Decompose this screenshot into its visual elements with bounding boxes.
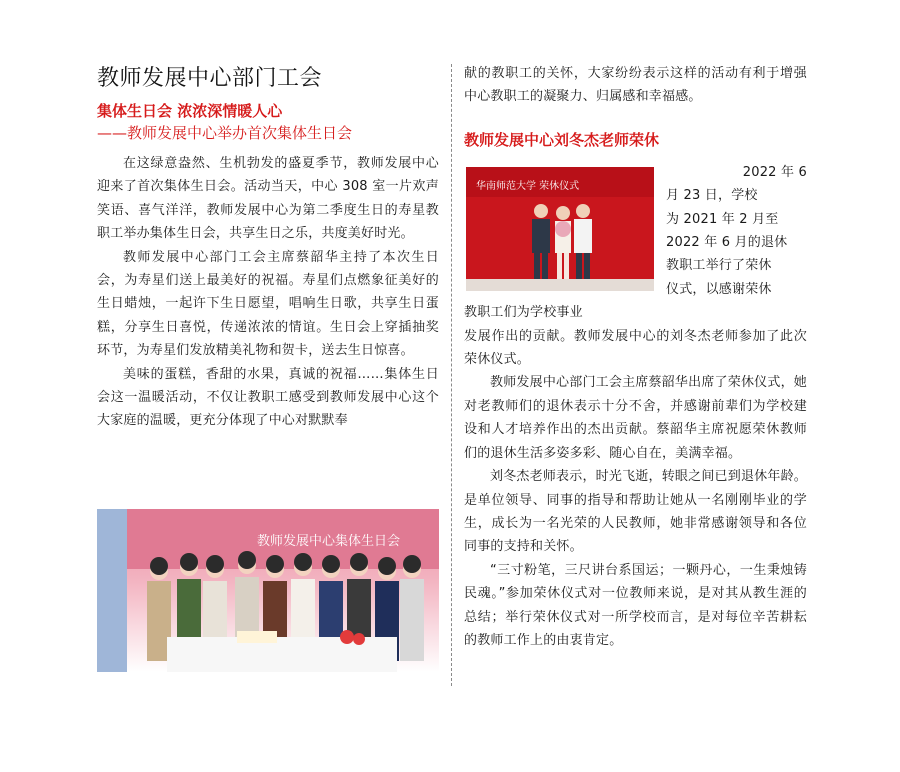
wrap-line: 为 2021 年 2 月至 (666, 211, 779, 227)
wrap-line: 2022 年 6 (742, 164, 807, 180)
birthday-party-photo (97, 509, 439, 672)
retirement-ceremony-illustration (466, 167, 654, 291)
article-headline: 集体生日会 浓浓深情暖人心 (97, 102, 283, 120)
paragraph: 教师发展中心部门工会主席蔡韶华主持了本次生日会，为寿星们送上最美好的祝福。寿星们点燃象征美好的生日蜡烛，一起许下生日愿望，唱响生日歌，共享生日蛋糕，分享生日喜悦，传递浓浓的情谊。生日会上穿插抽奖环节，为寿星们发放精美礼物和贺卡，送去生日惊喜。 (97, 249, 439, 359)
wrap-line: 2022 年 6 月的退休 (666, 235, 788, 251)
article-subhead: ——教师发展中心举办首次集体生日会 (97, 124, 353, 142)
wrap-line: 仪式，以感谢荣休 (666, 281, 772, 297)
section-title: 教师发展中心部门工会 (97, 66, 323, 91)
paragraph: 发展作出的贡献。教师发展中心的刘冬杰老师参加了此次荣休仪式。 (464, 328, 807, 368)
wrap-line: 教职工们为学校事业 (464, 305, 583, 321)
left-column (97, 62, 439, 433)
right-column (464, 62, 807, 652)
paragraph: 美味的蛋糕，香甜的水果，真诚的祝福……集体生日会这一温暖活动，不仅让教职工感受到教师发展中心这个大家庭的温暖，更充分体现了中心对默默奉 (97, 366, 439, 429)
continued-paragraph: 献的教职工的关怀，大家纷纷表示这样的活动有利于增强中心教职工的凝聚力、归属感和幸福感。 (464, 66, 807, 105)
paragraph: 教师发展中心部门工会主席蔡韶华出席了荣休仪式，她对老教师们的退休表示十分不舍，并感谢前辈们为学校建设和人才培养作出的杰出贡献。蔡韶华主席祝愿荣休教师们的退休生活多姿多彩、随心自在，美满幸福。 (464, 375, 807, 461)
retirement-ceremony-photo (466, 167, 654, 291)
article-headline: 教师发展中心刘冬杰老师荣休 (464, 130, 660, 149)
wrap-line: 月 23 日，学校 (666, 188, 758, 204)
wrap-line: 教职工举行了荣休 (666, 258, 772, 274)
paragraph: “三寸粉笔，三尺讲台系国运；一颗丹心，一生秉烛铸民魂。”参加荣休仪式对一位教师来说，是对其从教生涯的总结；举行荣休仪式对一所学校而言，是对每位辛苦耕耘的教师工作上的由衷肯定。 (464, 562, 807, 648)
birthday-party-illustration (97, 509, 439, 672)
paragraph: 在这绿意盎然、生机勃发的盛夏季节，教师发展中心迎来了首次集体生日会。活动当天，中心 308 室一片欢声笑语、喜气洋洋，教师发展中心为第二季度生日的寿星教职工举办集体生日会，共享生日之乐，共度美好时光。 (97, 156, 439, 242)
paragraph: 刘冬杰老师表示，时光飞逝，转眼之间已到退休年龄。是单位领导、同事的指导和帮助让她从一名刚刚毕业的学生，成长为一名光荣的人民教师，她非常感谢领导和各位同事的支持和关怀。 (464, 469, 807, 555)
column-divider (451, 64, 452, 686)
photo-banner-text: 教师发展中心集体生日会 (257, 534, 401, 549)
award-banner-text: 华南师范大学 荣休仪式 (476, 180, 580, 192)
